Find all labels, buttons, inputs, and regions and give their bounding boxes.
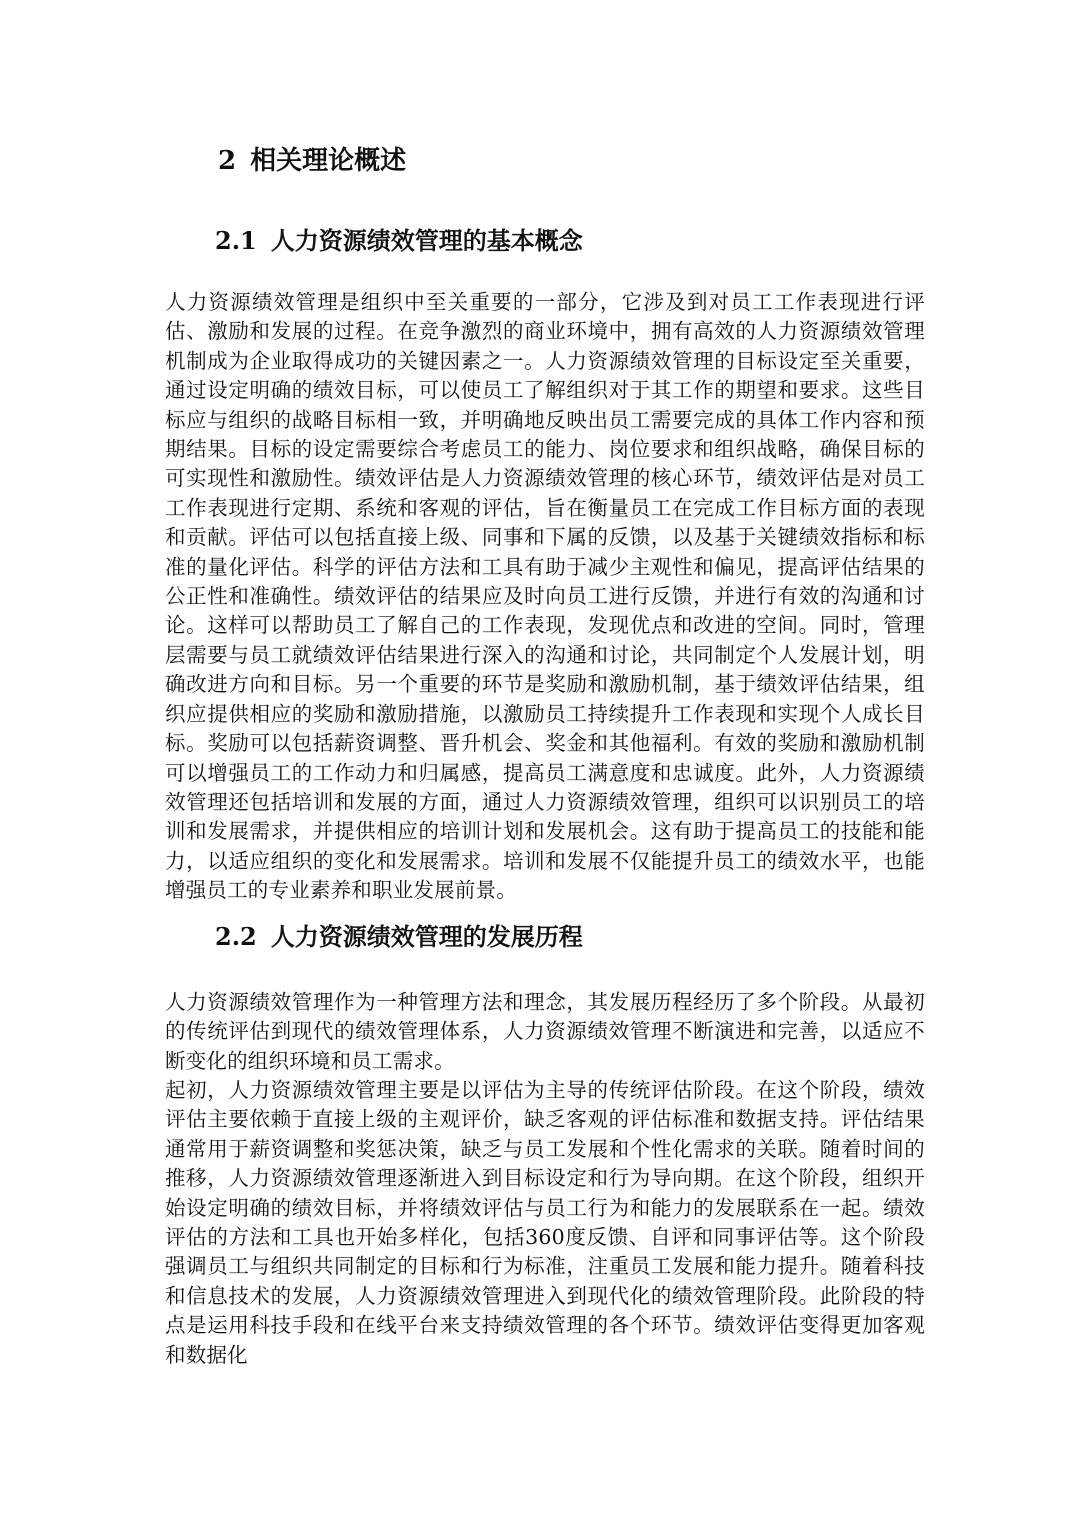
section-number: 2.2: [215, 922, 257, 951]
chapter-number: 2: [218, 146, 237, 176]
paragraph-history-stages: 起初，人力资源绩效管理主要是以评估为主导的传统评估阶段。在这个阶段，绩效评估主要依赖于直接上级的主观评价，缺乏客观的评估标准和数据支持。评估结果通常用于薪资调整和奖惩决策，缺乏与员工发展和个性化需求的关联。随着时间的推移，人力资源绩效管理逐渐进入到目标设定和行为导向期。在这个阶段，组织开始设定明确的绩效目标，并将绩效评估与员工行为和能力的发展联系在一起。绩效评估的方法和工具也开始多样化，包括360度反馈、自评和同事评估等。这个阶段强调员工与组织共同制定的目标和行为标准，注重员工发展和能力提升。随着科技和信息技术的发展，人力资源绩效管理进入到现代化的绩效管理阶段。此阶段的特点是运用科技手段和在线平台来支持绩效管理的各个环节。绩效评估变得更加客观和数据化: [165, 1078, 925, 1367]
chapter-title: [218, 143, 406, 179]
section-title-2-2: [215, 920, 583, 954]
section-title-text: 人力资源绩效管理的发展历程: [270, 922, 583, 951]
section-title-text: 人力资源绩效管理的基本概念: [270, 226, 583, 255]
section-number: 2.1: [215, 226, 257, 255]
chapter-title-text: 相关理论概述: [250, 146, 407, 176]
paragraph-basic-concept: 人力资源绩效管理是组织中至关重要的一部分，它涉及到对员工工作表现进行评估、激励和发展的过程。在竞争激烈的商业环境中，拥有高效的人力资源绩效管理机制成为企业取得成功的关键因素之一。人力资源绩效管理的目标设定至关重要，通过设定明确的绩效目标，可以使员工了解组织对于其工作的期望和要求。这些目标应与组织的战略目标相一致，并明确地反映出员工需要完成的具体工作内容和预期结果。目标的设定需要综合考虑员工的能力、岗位要求和组织战略，确保目标的可实现性和激励性。绩效评估是人力资源绩效管理的核心环节，绩效评估是对员工工作表现进行定期、系统和客观的评估，旨在衡量员工在完成工作目标方面的表现和贡献。评估可以包括直接上级、同事和下属的反馈，以及基于关键绩效指标和标准的量化评估。科学的评估方法和工具有助于减少主观性和偏见，提高评估结果的公正性和准确性。绩效评估的结果应及时向员工进行反馈，并进行有效的沟通和讨论。这样可以帮助员工了解自己的工作表现，发现优点和改进的空间。同时，管理层需要与员工就绩效评估结果进行深入的沟通和讨论，共同制定个人发展计划，明确改进方向和目标。另一个重要的环节是奖励和激励机制，基于绩效评估结果，组织应提供相应的奖励和激励措施，以激励员工持续提升工作表现和实现个人成长目标。奖励可以包括薪资调整、晋升机会、奖金和其他福利。有效的奖励和激励机制可以增强员工的工作动力和归属感，提高员工满意度和忠诚度。此外，人力资源绩效管理还包括培训和发展的方面，通过人力资源绩效管理，组织可以识别员工的培训和发展需求，并提供相应的培训计划和发展机会。这有助于提高员工的技能和能力，以适应组织的变化和发展需求。培训和发展不仅能提升员工的绩效水平，也能增强员工的专业素养和职业发展前景。: [165, 290, 925, 903]
section-title-2-1: [215, 224, 583, 258]
paragraph-history-intro: 人力资源绩效管理作为一种管理方法和理念，其发展历程经历了多个阶段。从最初的传统评估到现代的绩效管理体系，人力资源绩效管理不断演进和完善，以适应不断变化的组织环境和员工需求。: [165, 990, 925, 1073]
